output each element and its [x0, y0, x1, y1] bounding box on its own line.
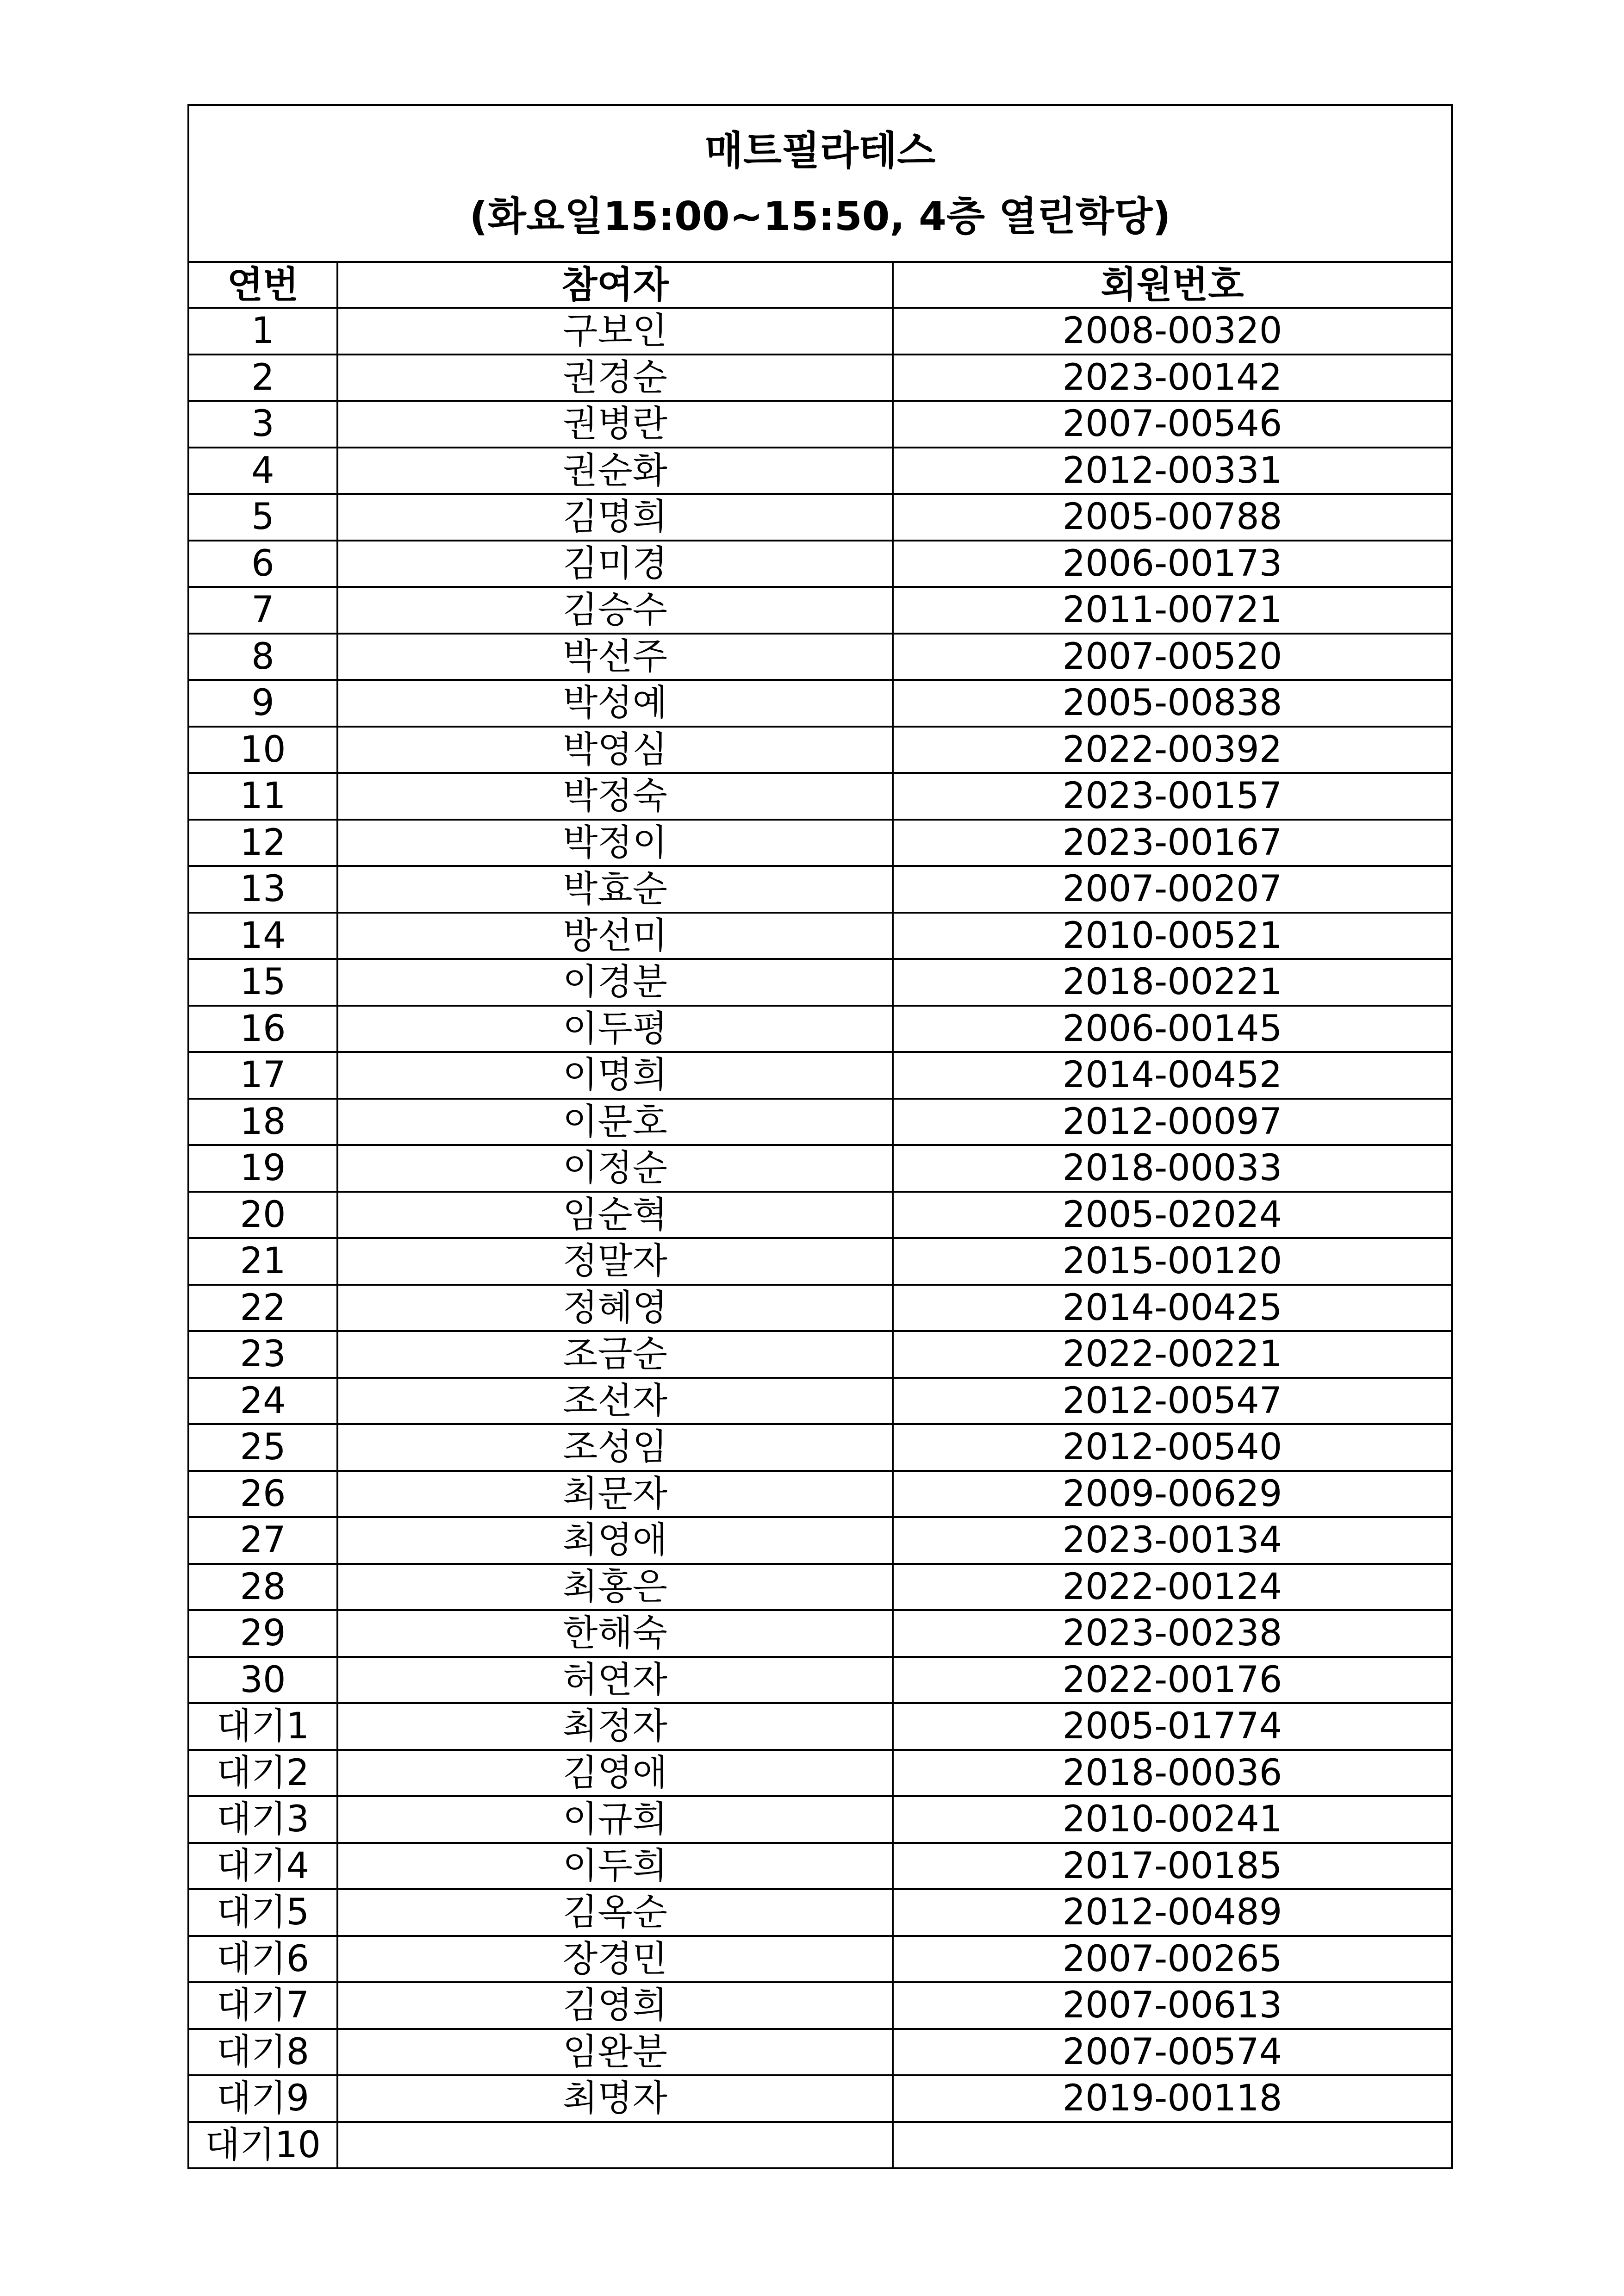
cell-no: 29 [188, 1610, 337, 1657]
cell-name: 최홍은 [337, 1564, 893, 1611]
table-row [188, 913, 1452, 959]
table-row [188, 448, 1452, 494]
table-row [188, 1610, 1452, 1657]
cell-name: 정말자 [337, 1238, 893, 1285]
table-row [188, 1006, 1452, 1052]
cell-no: 대기1 [188, 1703, 337, 1750]
table-row [188, 866, 1452, 913]
table-row [188, 1936, 1452, 1983]
cell-member-no: 2005-02024 [893, 1192, 1452, 1238]
table-row [188, 541, 1452, 587]
table-row [188, 1378, 1452, 1425]
header-name: 참여자 [337, 262, 893, 308]
cell-no: 8 [188, 634, 337, 680]
cell-member-no: 2022-00176 [893, 1657, 1452, 1704]
cell-member-no: 2014-00452 [893, 1052, 1452, 1099]
table-row [188, 2075, 1452, 2122]
table-row [188, 1703, 1452, 1750]
cell-member-no: 2022-00221 [893, 1331, 1452, 1378]
table-row [188, 1517, 1452, 1564]
cell-name: 김승수 [337, 587, 893, 634]
cell-name: 방선미 [337, 913, 893, 959]
cell-member-no: 2010-00241 [893, 1796, 1452, 1843]
cell-member-no: 2023-00142 [893, 355, 1452, 401]
cell-member-no: 2010-00521 [893, 913, 1452, 959]
table-row [188, 680, 1452, 727]
cell-member-no: 2005-00838 [893, 680, 1452, 727]
cell-name: 장경민 [337, 1936, 893, 1983]
table-row [188, 1982, 1452, 2029]
cell-no: 20 [188, 1192, 337, 1238]
cell-no: 24 [188, 1378, 337, 1425]
cell-no: 7 [188, 587, 337, 634]
cell-no: 13 [188, 866, 337, 913]
cell-member-no: 2011-00721 [893, 587, 1452, 634]
document-title [188, 105, 1452, 262]
table-row [188, 1564, 1452, 1611]
cell-member-no: 2007-00613 [893, 1982, 1452, 2029]
table-row [188, 727, 1452, 773]
cell-member-no: 2014-00425 [893, 1285, 1452, 1332]
table-row [188, 1331, 1452, 1378]
table-row [188, 1657, 1452, 1704]
cell-name: 최문자 [337, 1471, 893, 1518]
cell-member-no: 2023-00134 [893, 1517, 1452, 1564]
cell-no: 21 [188, 1238, 337, 1285]
cell-name: 박정이 [337, 820, 893, 866]
cell-member-no: 2012-00547 [893, 1378, 1452, 1425]
cell-name: 최명자 [337, 2075, 893, 2122]
cell-no: 대기8 [188, 2029, 337, 2076]
cell-name: 이문호 [337, 1099, 893, 1145]
cell-name: 김영희 [337, 1982, 893, 2029]
cell-member-no: 2007-00574 [893, 2029, 1452, 2076]
cell-member-no: 2012-00331 [893, 448, 1452, 494]
table-row [188, 1099, 1452, 1145]
cell-member-no: 2017-00185 [893, 1843, 1452, 1890]
cell-name: 최영애 [337, 1517, 893, 1564]
cell-no: 15 [188, 959, 337, 1006]
cell-name: 김옥순 [337, 1889, 893, 1936]
cell-name: 김명희 [337, 494, 893, 541]
cell-name: 권병란 [337, 401, 893, 448]
header-member-no: 회원번호 [893, 262, 1452, 308]
cell-no: 25 [188, 1424, 337, 1471]
cell-name: 임순혁 [337, 1192, 893, 1238]
table-row [188, 1889, 1452, 1936]
table-row [188, 773, 1452, 820]
cell-no: 19 [188, 1145, 337, 1192]
cell-no: 26 [188, 1471, 337, 1518]
table-row [188, 401, 1452, 448]
cell-no: 9 [188, 680, 337, 727]
cell-member-no: 2018-00033 [893, 1145, 1452, 1192]
table-row [188, 355, 1452, 401]
table-row [188, 494, 1452, 541]
cell-member-no: 2022-00392 [893, 727, 1452, 773]
cell-member-no: 2015-00120 [893, 1238, 1452, 1285]
cell-name: 박효순 [337, 866, 893, 913]
cell-no: 대기5 [188, 1889, 337, 1936]
cell-name: 한해숙 [337, 1610, 893, 1657]
cell-name: 박성예 [337, 680, 893, 727]
cell-member-no: 2018-00221 [893, 959, 1452, 1006]
cell-member-no: 2005-01774 [893, 1703, 1452, 1750]
table-row [188, 1471, 1452, 1518]
table-row [188, 1285, 1452, 1332]
cell-name: 조성임 [337, 1424, 893, 1471]
cell-name: 임완분 [337, 2029, 893, 2076]
cell-no: 4 [188, 448, 337, 494]
cell-member-no: 2007-00520 [893, 634, 1452, 680]
cell-no: 1 [188, 308, 337, 355]
cell-no: 2 [188, 355, 337, 401]
cell-name: 박영심 [337, 727, 893, 773]
cell-name: 이두희 [337, 1843, 893, 1890]
header-no: 연번 [188, 262, 337, 308]
cell-no: 22 [188, 1285, 337, 1332]
table-row [188, 2122, 1452, 2169]
cell-name: 구보인 [337, 308, 893, 355]
cell-member-no: 2007-00207 [893, 866, 1452, 913]
cell-no: 10 [188, 727, 337, 773]
cell-name: 김영애 [337, 1750, 893, 1797]
cell-name: 권순화 [337, 448, 893, 494]
title-line-1: 매트필라테스 [704, 127, 936, 174]
cell-no: 17 [188, 1052, 337, 1099]
cell-no: 12 [188, 820, 337, 866]
cell-no: 대기7 [188, 1982, 337, 2029]
cell-name: 권경순 [337, 355, 893, 401]
table-row [188, 308, 1452, 355]
table-row [188, 820, 1452, 866]
cell-member-no [893, 2122, 1452, 2169]
cell-name: 정혜영 [337, 1285, 893, 1332]
cell-no: 16 [188, 1006, 337, 1052]
cell-member-no: 2023-00238 [893, 1610, 1452, 1657]
cell-name: 허연자 [337, 1657, 893, 1704]
cell-member-no: 2023-00167 [893, 820, 1452, 866]
cell-member-no: 2012-00097 [893, 1099, 1452, 1145]
table-row [188, 1750, 1452, 1797]
cell-member-no: 2007-00265 [893, 1936, 1452, 1983]
title-line-2: (화요일15:00~15:50, 4층 열린학당) [469, 193, 1171, 240]
cell-member-no: 2008-00320 [893, 308, 1452, 355]
cell-name: 조선자 [337, 1378, 893, 1425]
cell-member-no: 2006-00173 [893, 541, 1452, 587]
cell-name: 이두평 [337, 1006, 893, 1052]
cell-name: 최정자 [337, 1703, 893, 1750]
cell-name: 조금순 [337, 1331, 893, 1378]
cell-no: 5 [188, 494, 337, 541]
table-row [188, 1796, 1452, 1843]
cell-member-no: 2009-00629 [893, 1471, 1452, 1518]
cell-no: 대기2 [188, 1750, 337, 1797]
table-row [188, 587, 1452, 634]
cell-member-no: 2022-00124 [893, 1564, 1452, 1611]
table-body [188, 308, 1452, 2168]
cell-member-no: 2007-00546 [893, 401, 1452, 448]
table-row [188, 1145, 1452, 1192]
cell-name: 이정순 [337, 1145, 893, 1192]
cell-name: 박선주 [337, 634, 893, 680]
table-row [188, 2029, 1452, 2076]
cell-no: 대기10 [188, 2122, 337, 2169]
cell-member-no: 2012-00489 [893, 1889, 1452, 1936]
participant-table [187, 104, 1453, 2169]
cell-member-no: 2018-00036 [893, 1750, 1452, 1797]
title-row [188, 105, 1452, 262]
cell-name [337, 2122, 893, 2169]
cell-no: 14 [188, 913, 337, 959]
cell-no: 대기9 [188, 2075, 337, 2122]
cell-name: 이경분 [337, 959, 893, 1006]
cell-no: 27 [188, 1517, 337, 1564]
table-row [188, 1843, 1452, 1890]
table-row [188, 634, 1452, 680]
cell-no: 28 [188, 1564, 337, 1611]
cell-member-no: 2023-00157 [893, 773, 1452, 820]
cell-no: 11 [188, 773, 337, 820]
table-row [188, 1052, 1452, 1099]
table-row [188, 959, 1452, 1006]
cell-no: 3 [188, 401, 337, 448]
cell-name: 이명희 [337, 1052, 893, 1099]
cell-no: 6 [188, 541, 337, 587]
header-row [188, 262, 1452, 308]
cell-no: 대기6 [188, 1936, 337, 1983]
cell-no: 대기4 [188, 1843, 337, 1890]
table-row [188, 1192, 1452, 1238]
cell-no: 대기3 [188, 1796, 337, 1843]
table-row [188, 1424, 1452, 1471]
cell-no: 23 [188, 1331, 337, 1378]
cell-no: 30 [188, 1657, 337, 1704]
cell-name: 김미경 [337, 541, 893, 587]
cell-member-no: 2005-00788 [893, 494, 1452, 541]
table-row [188, 1238, 1452, 1285]
cell-member-no: 2019-00118 [893, 2075, 1452, 2122]
cell-member-no: 2012-00540 [893, 1424, 1452, 1471]
cell-name: 박정숙 [337, 773, 893, 820]
cell-member-no: 2006-00145 [893, 1006, 1452, 1052]
cell-no: 18 [188, 1099, 337, 1145]
cell-name: 이규희 [337, 1796, 893, 1843]
